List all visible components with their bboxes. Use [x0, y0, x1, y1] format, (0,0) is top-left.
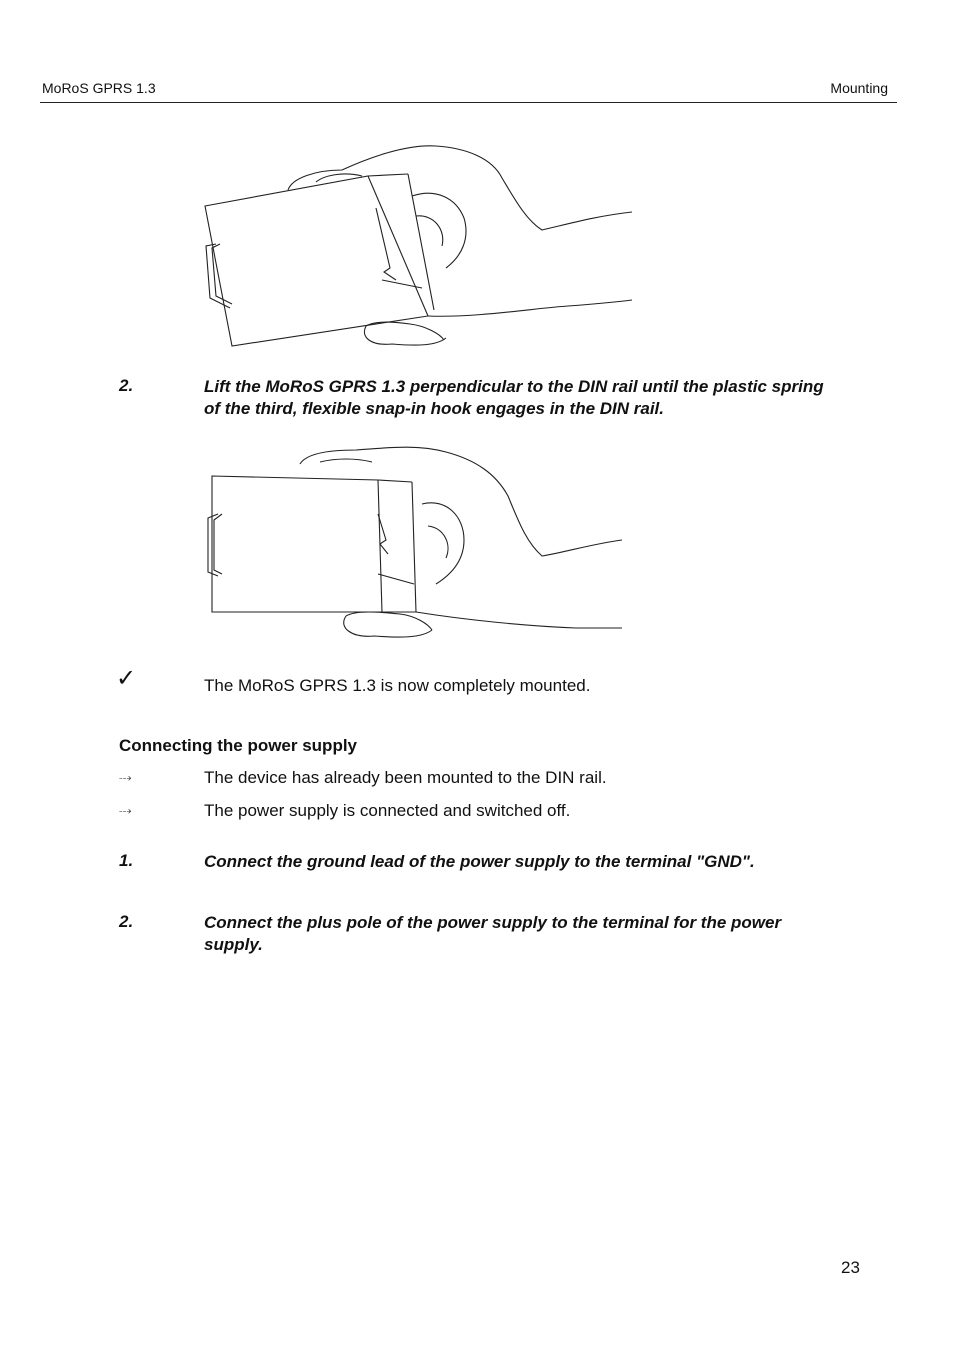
step-text: [204, 912, 844, 956]
prerequisite-arrow-icon: ⤏: [119, 803, 132, 817]
step-number: 1.: [119, 851, 134, 870]
section-heading: Connecting the power supply: [119, 736, 358, 755]
step-text-line: Connect the plus pole of the power supply to the terminal for the power: [204, 913, 782, 932]
prerequisite-arrow-icon: ⤏: [119, 770, 132, 784]
step-text: [204, 376, 844, 420]
step-text: Connect the ground lead of the power supply to the terminal "GND".: [204, 852, 755, 871]
header-section-title: Mounting: [830, 80, 888, 96]
page-number: 23: [841, 1258, 860, 1277]
prerequisite-text: The device has already been mounted to the DIN rail.: [204, 768, 607, 787]
figure-mounting-engaged: [196, 444, 636, 649]
header-rule: [40, 102, 897, 103]
figure-mounting-tilted: [196, 138, 646, 353]
prerequisite-text: The power supply is connected and switched off.: [204, 801, 571, 820]
checkmark-icon: ✓: [116, 665, 137, 692]
step-text-line: Lift the MoRoS GPRS 1.3 perpendicular to the DIN rail until the plastic spring: [204, 377, 824, 396]
step-number: 2.: [119, 376, 134, 395]
result-text: The MoRoS GPRS 1.3 is now completely mounted.: [204, 676, 591, 695]
header-doc-title: MoRoS GPRS 1.3: [42, 80, 156, 96]
step-number: 2.: [119, 912, 134, 931]
step-text-line: of the third, flexible snap-in hook engages in the DIN rail.: [204, 399, 664, 418]
step-text-line: supply.: [204, 935, 263, 954]
